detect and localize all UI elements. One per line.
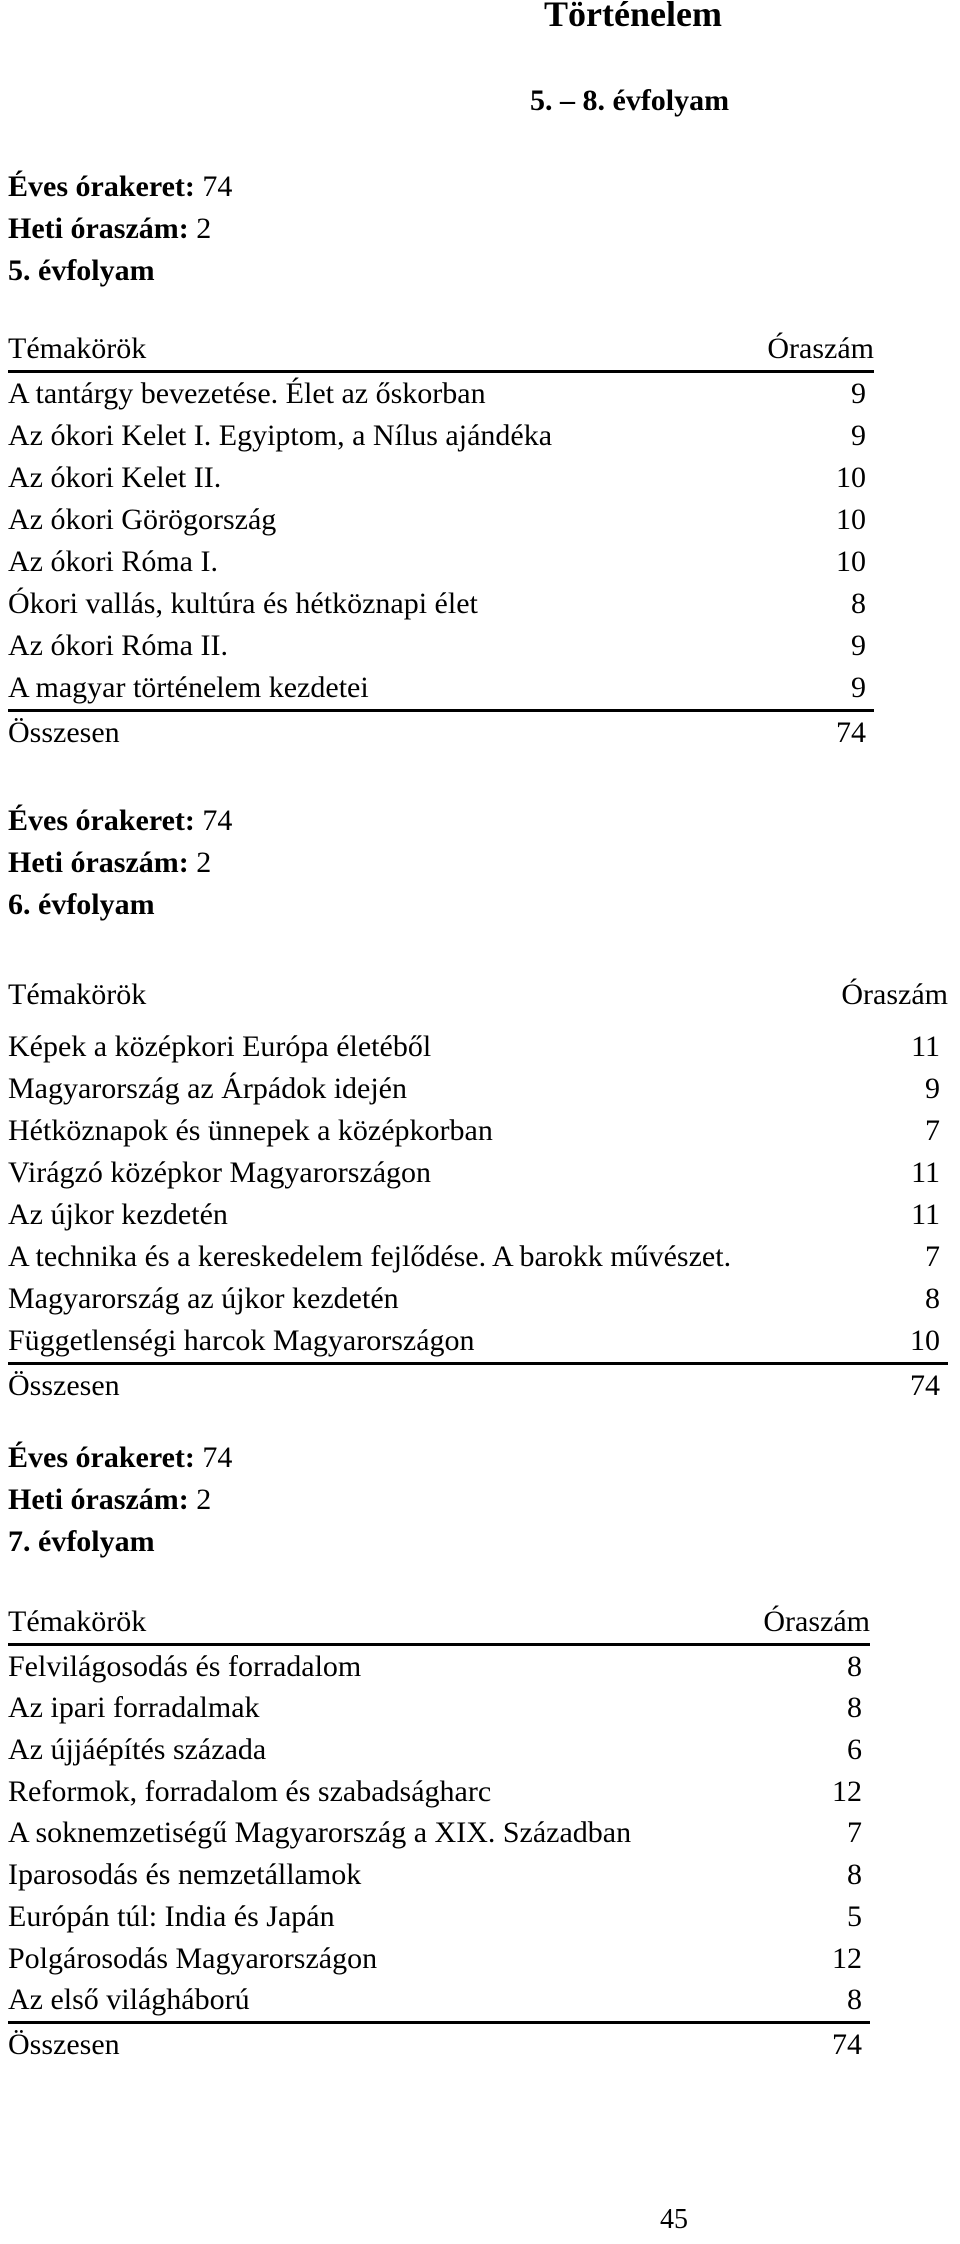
hours-cell: 8 xyxy=(925,1282,940,1315)
hours-cell: 10 xyxy=(836,545,866,578)
topic-cell: Az ókori Róma I. xyxy=(8,545,218,578)
hours-cell: 9 xyxy=(851,671,866,704)
hours-cell: 9 xyxy=(851,377,866,410)
total-label: Összesen xyxy=(8,2027,120,2061)
topic-cell: Magyarország az Árpádok idején xyxy=(8,1072,407,1105)
total-value: 74 xyxy=(836,716,866,749)
total-value: 74 xyxy=(910,1369,940,1402)
table-row xyxy=(8,1194,948,1236)
grade-7-section xyxy=(8,1437,870,2066)
total-row xyxy=(8,2024,870,2066)
hours-column-header: Óraszám xyxy=(763,1605,870,1638)
topic-cell: Polgárosodás Magyarországon xyxy=(8,1941,378,1975)
hours-cell: 11 xyxy=(911,1198,940,1231)
topic-cell: Képek a középkori Európa életéből xyxy=(8,1030,432,1063)
total-label: Összesen xyxy=(8,1369,120,1402)
grade-6-section xyxy=(8,800,948,1407)
annual-hours-value: 74 xyxy=(202,804,233,837)
topic-cell: Az újjáépítés százada xyxy=(8,1733,267,1767)
table-row xyxy=(8,373,874,415)
weekly-hours-value: 2 xyxy=(196,212,212,245)
hours-cell: 6 xyxy=(847,1733,862,1767)
table-row xyxy=(8,625,874,667)
hours-cell: 10 xyxy=(836,461,866,494)
weekly-hours-line xyxy=(8,842,948,884)
topic-cell: A soknemzetiségű Magyarország a XIX. Században xyxy=(8,1816,632,1850)
table-row xyxy=(8,1320,948,1365)
table-row xyxy=(8,1278,948,1320)
table-row xyxy=(8,1026,948,1068)
topic-cell: Európán túl: India és Japán xyxy=(8,1899,335,1933)
topic-cell: Virágzó középkor Magyarországon xyxy=(8,1156,432,1189)
hours-cell: 12 xyxy=(832,1774,862,1808)
topic-cell: Az ókori Kelet I. Egyiptom, a Nílus ajándéka xyxy=(8,419,553,452)
table-row xyxy=(8,1236,948,1278)
topic-cell: Az ipari forradalmak xyxy=(8,1691,260,1725)
table-row xyxy=(8,1068,948,1110)
weekly-hours-value: 2 xyxy=(196,1483,212,1516)
hours-cell: 7 xyxy=(925,1240,940,1273)
hours-cell: 7 xyxy=(925,1114,940,1147)
table-row xyxy=(8,1687,870,1729)
annual-hours-line xyxy=(8,166,874,208)
hours-column-header: Óraszám xyxy=(841,978,948,1011)
page-title: Történelem xyxy=(544,0,722,34)
hours-cell: 11 xyxy=(911,1030,940,1063)
total-label: Összesen xyxy=(8,716,120,749)
topic-cell: Az ókori Kelet II. xyxy=(8,461,222,494)
hours-cell: 11 xyxy=(911,1156,940,1189)
table-row xyxy=(8,499,874,541)
total-row xyxy=(8,1365,948,1407)
hours-cell: 5 xyxy=(847,1899,862,1933)
grade-heading: 6. évfolyam xyxy=(8,888,155,921)
weekly-hours-line xyxy=(8,1479,870,1521)
table-row xyxy=(8,1646,870,1688)
grade-heading: 5. évfolyam xyxy=(8,254,155,287)
topic-cell: Az ókori Róma II. xyxy=(8,629,228,662)
topics-table xyxy=(8,1601,870,2066)
total-value: 74 xyxy=(832,2027,862,2061)
table-row xyxy=(8,415,874,457)
page-number: 45 xyxy=(660,2204,688,2235)
total-row xyxy=(8,712,874,754)
hours-cell: 10 xyxy=(910,1324,940,1357)
hours-cell: 8 xyxy=(847,1649,862,1683)
table-row xyxy=(8,1729,870,1771)
topic-cell: Ókori vallás, kultúra és hétköznapi élet xyxy=(8,587,478,620)
page-subtitle: 5. – 8. évfolyam xyxy=(530,84,730,117)
topics-column-header: Témakörök xyxy=(8,978,147,1011)
weekly-hours-value: 2 xyxy=(196,846,212,879)
hours-cell: 12 xyxy=(832,1941,862,1975)
table-row xyxy=(8,1938,870,1980)
topic-cell: A technika és a kereskedelem fejlődése. A barokk művészet. xyxy=(8,1240,732,1273)
annual-hours-value: 74 xyxy=(202,170,233,203)
annual-hours-label: Éves órakeret: xyxy=(8,1441,195,1474)
weekly-hours-label: Heti óraszám: xyxy=(8,1483,189,1516)
topic-cell: Az újkor kezdetén xyxy=(8,1198,228,1231)
annual-hours-label: Éves órakeret: xyxy=(8,170,195,203)
grade-heading: 7. évfolyam xyxy=(8,1525,155,1558)
hours-cell: 10 xyxy=(836,503,866,536)
topics-column-header: Témakörök xyxy=(8,1605,147,1638)
topic-cell: Reformok, forradalom és szabadságharc xyxy=(8,1774,492,1808)
table-row xyxy=(8,1152,948,1194)
topic-cell: Az ókori Görögország xyxy=(8,503,277,536)
table-header xyxy=(8,328,874,373)
grade-5-section xyxy=(8,166,874,754)
hours-cell: 7 xyxy=(847,1816,862,1850)
topic-cell: Hétköznapok és ünnepek a középkorban xyxy=(8,1114,493,1147)
annual-hours-line xyxy=(8,800,948,842)
topic-cell: Magyarország az újkor kezdetén xyxy=(8,1282,399,1315)
annual-hours-line xyxy=(8,1437,870,1479)
table-row xyxy=(8,1110,948,1152)
topic-cell: A tantárgy bevezetése. Élet az őskorban xyxy=(8,377,486,410)
table-row xyxy=(8,583,874,625)
table-header xyxy=(8,1601,870,1646)
hours-cell: 8 xyxy=(847,1691,862,1725)
weekly-hours-label: Heti óraszám: xyxy=(8,212,189,245)
hours-cell: 9 xyxy=(851,419,866,452)
table-row xyxy=(8,541,874,583)
topic-cell: Az első világháború xyxy=(8,1983,250,2017)
table-row xyxy=(8,1896,870,1938)
table-row xyxy=(8,1771,870,1813)
hours-cell: 9 xyxy=(851,629,866,662)
table-row xyxy=(8,457,874,499)
topics-table xyxy=(8,328,874,754)
table-row xyxy=(8,1812,870,1854)
topic-cell: Iparosodás és nemzetállamok xyxy=(8,1858,362,1892)
hours-cell: 8 xyxy=(847,1983,862,2017)
topic-cell: A magyar történelem kezdetei xyxy=(8,671,369,704)
hours-cell: 8 xyxy=(851,587,866,620)
hours-cell: 9 xyxy=(925,1072,940,1105)
hours-column-header: Óraszám xyxy=(767,332,874,365)
table-row xyxy=(8,667,874,712)
topic-cell: Függetlenségi harcok Magyarországon xyxy=(8,1324,475,1357)
topic-cell: Felvilágosodás és forradalom xyxy=(8,1649,362,1683)
table-header xyxy=(8,974,948,1016)
hours-cell: 8 xyxy=(847,1858,862,1892)
weekly-hours-label: Heti óraszám: xyxy=(8,846,189,879)
annual-hours-value: 74 xyxy=(202,1441,233,1474)
topics-table xyxy=(8,974,948,1407)
table-row xyxy=(8,1979,870,2024)
annual-hours-label: Éves órakeret: xyxy=(8,804,195,837)
weekly-hours-line xyxy=(8,208,874,250)
topics-column-header: Témakörök xyxy=(8,332,147,365)
table-row xyxy=(8,1854,870,1896)
